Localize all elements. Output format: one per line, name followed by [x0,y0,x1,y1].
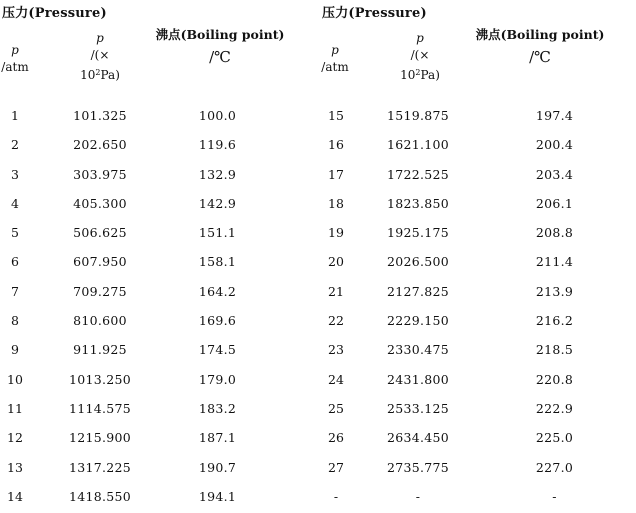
header-pa-symbol: p [416,31,424,45]
cell-pressure-pa: - [415,488,421,504]
cell-boiling-point: 151.1 [198,225,237,241]
cell-pressure-pa: 1114.575 [68,400,132,416]
cell-boiling-point: 158.1 [198,254,237,270]
cell-pressure-atm: 22 [328,313,344,329]
cell-pressure-pa: 2533.125 [386,400,450,416]
header-pa-unit-tail: Pa) [100,68,120,82]
cell-boiling-point: 211.4 [535,254,574,270]
header-atm-unit: /atm [1,60,29,74]
cell-pressure-atm: 14 [7,488,23,504]
cell-pressure-atm: 27 [328,459,344,475]
cell-pressure-atm: 8 [11,313,19,329]
cell-pressure-atm: 6 [11,254,19,270]
cell-pressure-pa: 2127.825 [386,283,450,299]
header-atm-symbol: p [11,43,19,57]
cell-boiling-point: 187.1 [198,430,237,446]
table-row [0,455,318,484]
cell-pressure-pa: 303.975 [73,166,127,182]
cell-pressure-atm: 19 [328,225,344,241]
cell-pressure-pa: 1621.100 [386,137,450,153]
cell-boiling-point: 190.7 [198,459,237,475]
table-row [0,396,318,425]
cell-boiling-point: 169.6 [198,313,237,329]
table-row [320,455,636,484]
header-pressure-pa [70,30,130,84]
header-pa-unit-line1: /(× [90,48,110,62]
pressure-group-title: 压力(Pressure) [322,6,427,21]
cell-pressure-pa: 810.600 [73,313,127,329]
cell-pressure-atm: 13 [7,459,23,475]
table-row [0,279,318,308]
cell-boiling-point: 218.5 [535,342,574,358]
table-rows-right [320,103,636,513]
cell-pressure-pa: 2634.450 [386,430,450,446]
header-pressure-atm [0,42,30,76]
cell-pressure-pa: 202.650 [73,137,127,153]
pressure-group-title: 压力(Pressure) [2,6,107,21]
header-atm-unit: /atm [321,60,349,74]
cell-pressure-atm: 11 [7,400,23,416]
cell-pressure-atm: 7 [11,283,19,299]
table-row [0,308,318,337]
cell-pressure-atm: 2 [11,137,19,153]
cell-pressure-pa: 1215.900 [68,430,132,446]
table-row [0,132,318,161]
cell-boiling-point: 206.1 [535,195,574,211]
header-pa-unit-base: 10 [400,68,416,82]
table-row [320,162,636,191]
cell-pressure-atm: 9 [11,342,19,358]
table-row [0,249,318,278]
cell-pressure-pa: 2229.150 [386,313,450,329]
cell-boiling-point: 142.9 [198,195,237,211]
header-boiling-label: 沸点(Boiling point) [155,27,285,42]
cell-boiling-point: 164.2 [198,283,237,299]
table-row [320,337,636,366]
cell-boiling-point: 216.2 [535,313,574,329]
cell-pressure-pa: 2431.800 [386,371,450,387]
table-row [320,191,636,220]
header-boiling-unit: /℃ [529,48,551,66]
header-pa-unit-exponent: 2 [415,68,421,77]
header-pressure-atm [320,42,350,76]
table-row [0,220,318,249]
cell-boiling-point: 132.9 [198,166,237,182]
cell-boiling-point: 200.4 [535,137,574,153]
header-pa-unit-base: 10 [80,68,96,82]
cell-pressure-pa: 101.325 [73,108,127,123]
table-row [0,103,318,132]
table-left-half [0,0,318,510]
cell-pressure-pa: 2330.475 [386,342,450,358]
cell-boiling-point: - [552,488,557,504]
cell-pressure-pa: 607.950 [73,254,127,270]
cell-pressure-atm: 24 [328,371,344,387]
cell-boiling-point: 174.5 [198,342,237,358]
table-row [320,396,636,425]
cell-pressure-atm: 17 [328,166,344,182]
cell-pressure-atm: 1 [11,108,19,123]
header-pa-unit-exponent: 2 [95,68,101,77]
cell-pressure-atm: 12 [7,430,23,446]
cell-boiling-point: 208.8 [535,225,574,241]
table-row [0,367,318,396]
table-row [320,132,636,161]
table-row [0,337,318,366]
cell-pressure-pa: 709.275 [73,283,127,299]
header-boiling-label: 沸点(Boiling point) [475,27,605,42]
cell-pressure-atm: 18 [328,195,344,211]
cell-pressure-atm: 20 [328,254,344,270]
cell-boiling-point: 220.8 [535,371,574,387]
cell-pressure-pa: 405.300 [73,195,127,211]
cell-pressure-pa: 1925.175 [386,225,450,241]
table-row [0,162,318,191]
table-row [320,484,636,513]
cell-boiling-point: 227.0 [535,459,574,475]
table-right-half [320,0,636,510]
cell-pressure-pa: 1317.225 [68,459,132,475]
header-pressure-pa [390,30,450,84]
cell-pressure-atm: 21 [328,283,344,299]
header-boiling-point [470,26,610,66]
cell-pressure-atm: 5 [11,225,19,241]
header-boiling-unit: /℃ [209,48,231,66]
cell-pressure-atm: 3 [11,166,19,182]
table-row [320,249,636,278]
cell-boiling-point: 225.0 [535,430,574,446]
cell-boiling-point: 222.9 [535,400,574,416]
cell-pressure-atm: 23 [328,342,344,358]
table-row [320,425,636,454]
cell-boiling-point: 213.9 [535,283,574,299]
cell-boiling-point: 119.6 [198,137,237,153]
cell-boiling-point: 183.2 [198,400,237,416]
cell-pressure-atm: 26 [328,430,344,446]
header-boiling-point [150,26,290,66]
cell-pressure-pa: 2026.500 [386,254,450,270]
table-row [320,103,636,132]
table-row [0,484,318,513]
cell-pressure-pa: 1418.550 [68,488,132,504]
table-row [320,308,636,337]
cell-boiling-point: 197.4 [535,108,574,123]
cell-pressure-atm: 25 [328,400,344,416]
cell-pressure-pa: 1823.850 [386,195,450,211]
table-row [320,220,636,249]
table-rows-left [0,103,318,513]
cell-boiling-point: 100.0 [198,108,237,123]
cell-boiling-point: 203.4 [535,166,574,182]
table-row [320,367,636,396]
header-pa-symbol: p [96,31,104,45]
cell-pressure-atm: 10 [7,371,23,387]
cell-pressure-atm: 15 [328,108,344,123]
cell-pressure-pa: 506.625 [73,225,127,241]
table-row [320,279,636,308]
cell-boiling-point: 179.0 [198,371,237,387]
cell-pressure-atm: 4 [11,195,19,211]
header-pa-unit-tail: Pa) [420,68,440,82]
cell-pressure-pa: 911.925 [73,342,127,358]
cell-pressure-pa: 1722.525 [386,166,450,182]
cell-pressure-pa: 1519.875 [386,108,450,123]
cell-pressure-pa: 1013.250 [68,371,132,387]
cell-pressure-atm: 16 [328,137,344,153]
table-row [0,191,318,220]
header-pa-unit-line1: /(× [410,48,430,62]
table-row [0,425,318,454]
cell-boiling-point: 194.1 [198,488,237,504]
header-atm-symbol: p [331,43,339,57]
cell-pressure-atm: - [333,488,339,504]
cell-pressure-pa: 2735.775 [386,459,450,475]
